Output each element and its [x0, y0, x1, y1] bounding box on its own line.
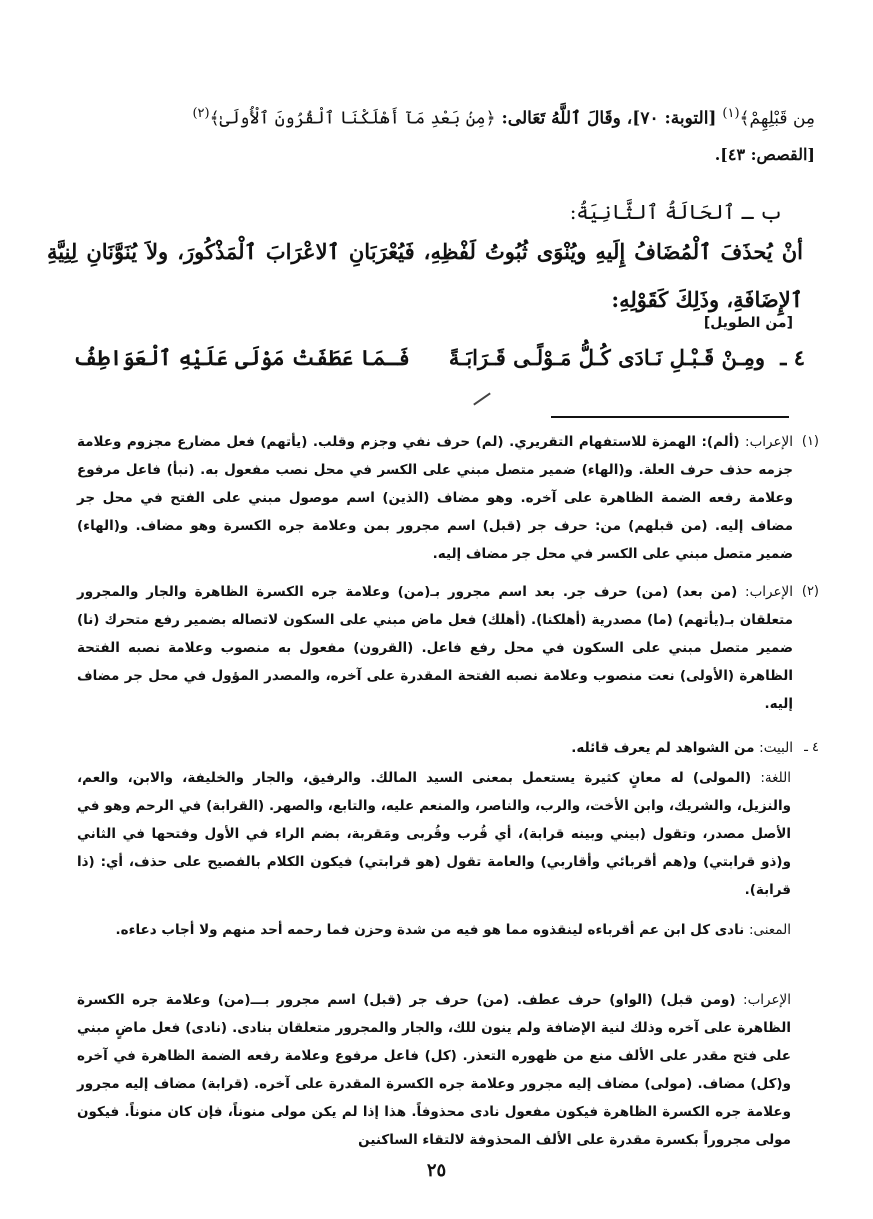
- maana-text: نادى كل ابن عم أقرباءه لينقذوه مما هو فيه من شدة وحزن فما رحمه أحد منهم ولا أجاب دعاءه.: [115, 922, 749, 938]
- footnote-2-number: (٢): [801, 584, 819, 599]
- lugha-text: (المولى) له معانٍ كثيرة يستعمل بمعنى السيد المالك. والرفيق، والجار والخليفة، والابن، والعم، والنزيل، والشريك، وابن الأخت، والرب، والناصر، والمنعم عليه، والتابع، والصهر. (القرابة) في الرحم وهو في الأصل مصدر، وتقول (بيني وبينه قرابة)، أي قُرب وقُربى ومَقربة، بضم الراء في الأول وفتحها في الثاني و(ذو قرابتي) و(هم أقربائي وأقاربي) والعامة تقول (هو قرابتي) فيكون الكلام بالفصيح على حذف، أي: (ذا قرابة).: [77, 770, 791, 898]
- quran-citation-line: [35, 94, 815, 139]
- irab-label: الإعراب:: [743, 992, 791, 1008]
- quran-quote-1: مِن قَبْلِهِمْ﴾: [739, 108, 815, 129]
- quran-citation-ref: [القصص: ٤٣].: [714, 145, 815, 164]
- footnote-ref-2: (٢): [192, 106, 210, 121]
- page-number: ٢٥: [426, 1160, 447, 1181]
- footnote-1-label: الإعراب:: [745, 434, 793, 450]
- footnote-1-text: (ألم): الهمزة للاستفهام التقريري. (لم) حرف نفي وجزم وقلب. (يأتهم) فعل مضارع مجزوم وعلامة جزمه حذف حرف العلة. و(الهاء) ضمير متصل مبني على الكسر في محل نصب مفعول به. (نبأ) فاعل مرفوع وعلامة رفعه الضمة الظاهرة على آخره. وهو مضاف (الذين) اسم موصول مبني على الفتح في محل جر مضاف إليه. (من قبلهم) من: حرف جر (قبل) اسم مجرور بمن وعلامة جره الكسرة وهو مضاف. و(الهاء) ضمير متصل مبني على الكسر في محل جر مضاف إليه.: [77, 434, 793, 562]
- irab-text: (ومن قبل) (الواو) حرف عطف. (من) حرف جر (قبل) اسم مجرور بـــ(من) وعلامة جره الكسرة الظاهرة على آخره وذلك لنية الإضافة ولم ينون للك، والجار والمجرور متعلقان بنادى. (نادى) فعل ماضٍ مبني على فتح مقدر على الألف منع من ظهوره التعذر. (كل) فاعل مرفوع وعلامة رفعه الضمة الظاهرة في آخره و(كل) مضاف. (مولى) مضاف إليه مجرور وعلامة جره الكسرة المقدرة على آخره. (قرابة) مضاف إليه مجرور وعلامة جره الكسرة الظاهرة فيكون مفعول نادى محذوفاً. هذا إذا لم يكن مولى منوناً، فإن كان منوناً. فيكون مولى مجروراً بكسرة مقدرة على الألف المحذوفة لالتقاء الساكنين: [77, 992, 791, 1148]
- quran-quote-2: ﴿مِنۢ بَعْدِ مَآ أَهْلَكْنَا ٱلْقُرُونَ ٱلْأُولَىٰ﴾: [209, 108, 496, 129]
- footnote-4-number: ٤ ـ: [804, 740, 819, 755]
- lugha-label: اللغة:: [760, 770, 791, 786]
- lugha-note: [77, 764, 791, 904]
- footnote-2: [77, 578, 793, 718]
- irab-note: [77, 986, 791, 1154]
- verse-first-hemistich: ومِـنْ قَـبْـلِ نَـادَى كُـلُّ مَـوْلًـى قَـرَابَـةً: [448, 345, 765, 370]
- footnote-1: [77, 428, 793, 568]
- footnote-separator: [551, 416, 789, 418]
- footnote-4: [77, 734, 793, 762]
- maana-note: [77, 916, 791, 944]
- maana-label: المعنى:: [748, 922, 791, 938]
- footnote-2-label: الإعراب:: [745, 584, 793, 600]
- stray-mark: [473, 392, 491, 405]
- section-heading: ب ـ ٱلحَالَةُ ٱلثَّانِيَةُ:: [569, 200, 783, 224]
- poetic-meter-label: [من الطويل]: [703, 315, 793, 331]
- verse-second-hemistich: فَـمَا عَطَفَتْ مَوْلَى عَلَيْهِ ٱلْعَوَاطِفُ: [73, 345, 410, 370]
- footnote-4-label: البيت:: [759, 740, 793, 756]
- citation-text: [التوبة: ٧٠]، وقَالَ ٱللَّهُ تَعَالى:: [495, 108, 723, 129]
- poem-verse: [45, 334, 805, 382]
- main-paragraph: أنْ يُحذَفَ ٱلْمُضَافُ إِلَيهِ ويُنْوَى ثُبُوتُ لَفْظِهِ، فَيُعْرَبَانِ ٱلاعْرَابَ ٱلْمَذْكُورَ، ولاَ يُنَوَّنَانِ لِنِيَّةِ ٱلإِضَافَةِ، وذَلِكَ كَقَوْلِهِ:: [47, 239, 803, 312]
- footnote-1-number: (١): [801, 434, 819, 449]
- footnote-2-text: (من بعد) (من) حرف جر. بعد اسم مجرور بـ(من) وعلامة جره الكسرة الظاهرة والجار والمجرور متعلقان بـ(يأتهم) (ما) مصدرية (أهلكنا). (أهلك) فعل ماض مبني على السكون لاتصاله بضمير رفع متحرك (نا) ضمير متصل مبني على السكون في محل رفع فاعل. (القرون) مفعول به منصوب وعلامة نصبه الفتحة الظاهرة (الأولى) نعت منصوب وعلامة نصبه الفتحة المقدرة على آخره، والمصدر المؤول في محل جر مضاف إليه.: [77, 584, 793, 712]
- footnote-ref-1: (١): [722, 106, 740, 121]
- verse-number: ٤ ـ: [780, 345, 805, 370]
- footnote-4-text: من الشواهد لم يعرف قائله.: [571, 740, 760, 756]
